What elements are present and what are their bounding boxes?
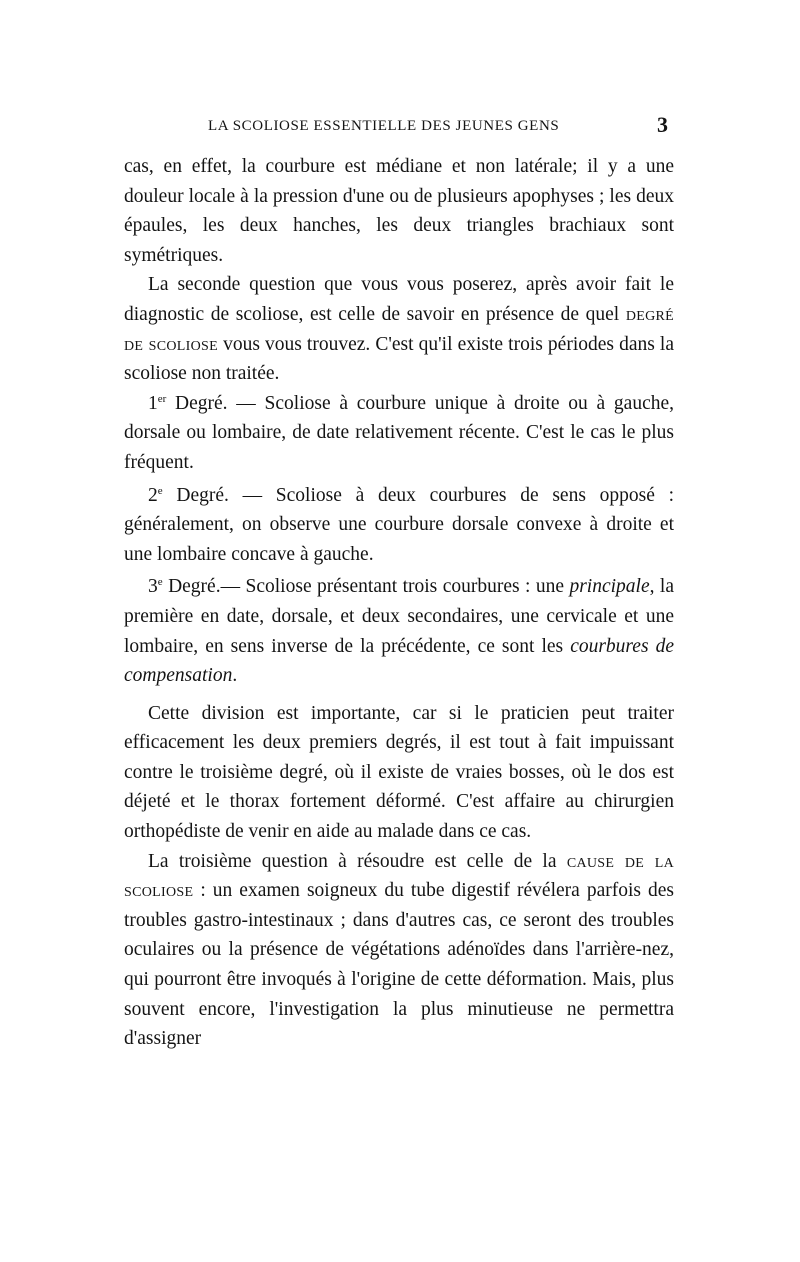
paragraph-2-text-a: La seconde question que vous vous poserez, après avoir fait le diagnostic de scoliose, est celle de savoir en présence de quel <box>124 274 674 325</box>
degree-number: 2 <box>148 484 158 506</box>
paragraph-7 <box>124 847 674 1054</box>
paragraph-6: Cette division est importante, car si le praticien peut traiter efficacement les deux premiers degrés, il est tout à fait impuissant contre le troisième degré, où il existe de vraies bosses, où le dos est déjeté et le thorax fortement déformé. C'est affaire au chirurgien orthopédiste de venir en aide au malade dans ce cas. <box>124 702 674 843</box>
body-text <box>124 152 674 1054</box>
paragraph-3-text: Degré. — Scoliose à courbure unique à droite ou à gauche, dorsale ou lombaire, de date relativement récente. C'est le cas le plus fréquent. <box>124 392 674 473</box>
paragraph-4-text: Degré. — Scoliose à deux courbures de sens opposé : généralement, on observe une courbure dorsale convexe à droite et une lombaire concave à gauche. <box>124 484 674 565</box>
italic-courbures-de-compensation: courbures de compensation <box>124 635 674 687</box>
degree-number: 1 <box>148 392 158 414</box>
smallcaps-cause-de-la-scoliose: cause de la scoliose <box>124 850 674 902</box>
running-title: LA SCOLIOSE ESSENTIELLE DES JEUNES GENS <box>208 118 560 134</box>
page-number: 3 <box>657 112 668 137</box>
paragraph-troisieme-degre <box>124 572 674 690</box>
degree-ordinal: e <box>157 484 163 497</box>
degree-ordinal: er <box>157 392 167 405</box>
paragraph-5-text-b: , la première en date, dorsale, et deux secondaires, une cervicale et une lombaire, en sens inverse de la précédente, ce sont les <box>124 576 674 657</box>
paragraph-7-text-a: La troisième question à résoudre est celle de la <box>148 850 567 872</box>
paragraph-7-text-b: : un examen soigneux du tube digestif révélera parfois des troubles gastro-intestinaux ; dans d'autres cas, ce seront des troubles oculaires ou la présence de végétations adénoïdes dans l'arrière-nez, qui pourront être invoqués à l'origine de cette déformation. Mais, plus souvent encore, l'investigation la plus minutieuse ne permettra d'assigner <box>124 880 674 1050</box>
paragraph-premier-degre <box>124 389 674 478</box>
degree-number: 3 <box>148 576 158 598</box>
paragraph-5-text-c: . <box>232 665 238 687</box>
paragraph-deuxieme-degre <box>124 481 674 570</box>
degree-ordinal: e <box>157 576 163 589</box>
paragraph-5-text-a: Degré.— Scoliose présentant trois courbures : une <box>162 576 570 598</box>
paragraph-1: cas, en effet, la courbure est médiane et non latérale; il y a une douleur locale à la pression d'une ou de plusieurs apophyses ; les deux épaules, les deux hanches, les deux triangles brachiaux sont symétriques. <box>124 156 674 266</box>
italic-principale: principale <box>569 576 650 598</box>
smallcaps-degre-de-scoliose: degré de scoliose <box>124 303 674 355</box>
running-head <box>0 112 800 142</box>
paragraph-2 <box>124 270 674 388</box>
paragraph-2-text-b: vous vous trouvez. C'est qu'il existe trois périodes dans la scoliose non traitée. <box>124 333 675 385</box>
